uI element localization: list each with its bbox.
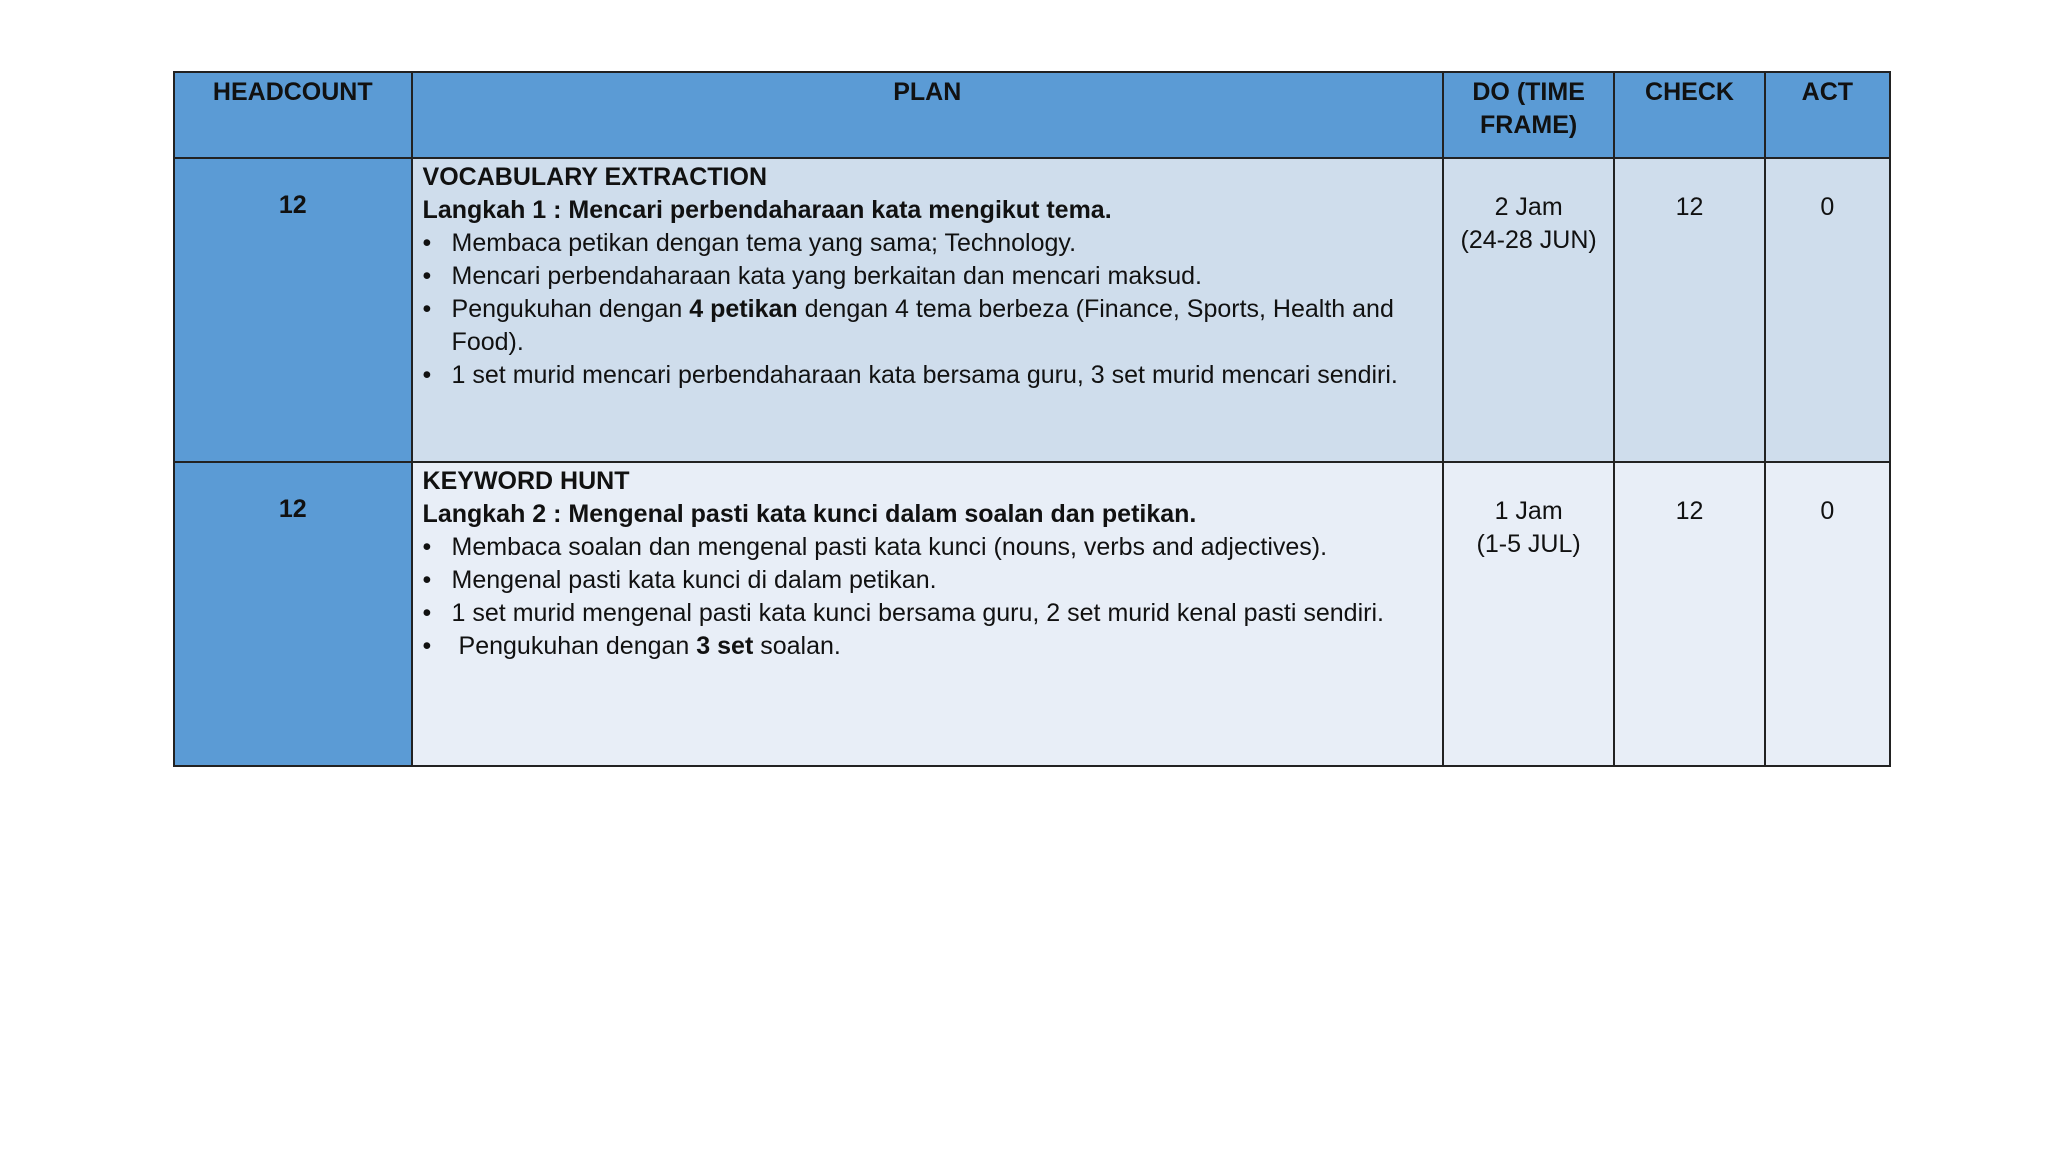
plan-cell bbox=[412, 158, 1443, 462]
headcount-cell: 12 bbox=[174, 462, 412, 766]
check-cell: 12 bbox=[1614, 158, 1764, 462]
do-duration: 1 Jam bbox=[1494, 497, 1563, 525]
do-duration: 2 Jam bbox=[1494, 193, 1563, 221]
bullet-text: Pengukuhan dengan bbox=[451, 295, 690, 323]
do-cell bbox=[1443, 158, 1614, 462]
bullet-item: • Mencari perbendaharaan kata yang berkaitan dan mencari maksud. bbox=[423, 260, 1432, 293]
bullet-item: • Membaca soalan dan mengenal pasti kata kunci (nouns, verbs and adjectives). bbox=[423, 531, 1432, 564]
bullet-text: soalan. bbox=[753, 632, 841, 660]
headcount-cell: 12 bbox=[174, 158, 412, 462]
header-do: DO (TIME FRAME) bbox=[1443, 72, 1614, 158]
bullet-emphasis: 3 set bbox=[696, 632, 754, 660]
bullet-emphasis: 4 petikan bbox=[689, 295, 798, 323]
bullet-item: • Membaca petikan dengan tema yang sama; Technology. bbox=[423, 227, 1432, 260]
bullet-text: Pengukuhan dengan bbox=[458, 632, 697, 660]
plan-bullet-list bbox=[423, 227, 1432, 392]
plan-bullet-list bbox=[423, 531, 1432, 663]
bullet-item: • Mengenal pasti kata kunci di dalam petikan. bbox=[423, 564, 1432, 597]
header-check: CHECK bbox=[1614, 72, 1764, 158]
act-cell: 0 bbox=[1765, 158, 1890, 462]
do-cell bbox=[1443, 462, 1614, 766]
check-cell: 12 bbox=[1614, 462, 1764, 766]
do-dates: (1-5 JUL) bbox=[1476, 530, 1581, 558]
table-row bbox=[174, 462, 1890, 766]
bullet-item bbox=[423, 293, 1432, 359]
plan-step: Langkah 1 : Mencari perbendaharaan kata mengikut tema. bbox=[422, 196, 1112, 224]
plan-title: VOCABULARY EXTRACTION bbox=[422, 163, 768, 191]
header-headcount: HEADCOUNT bbox=[174, 72, 412, 158]
bullet-item: • 1 set murid mengenal pasti kata kunci bersama guru, 2 set murid kenal pasti sendiri. bbox=[423, 597, 1432, 630]
plan-step: Langkah 2 : Mengenal pasti kata kunci dalam soalan dan petikan. bbox=[422, 500, 1197, 528]
plan-title: KEYWORD HUNT bbox=[422, 467, 630, 495]
header-row bbox=[174, 72, 1890, 158]
pdca-table bbox=[173, 71, 1891, 767]
do-dates: (24-28 JUN) bbox=[1460, 226, 1597, 254]
header-plan: PLAN bbox=[412, 72, 1443, 158]
table-row bbox=[174, 158, 1890, 462]
bullet-item: • 1 set murid mencari perbendaharaan kata bersama guru, 3 set murid mencari sendiri. bbox=[423, 359, 1432, 392]
bullet-item bbox=[423, 630, 1432, 663]
bullet-text: dengan 4 tema berbeza (Finance, Sports, Health and Food). bbox=[451, 295, 1394, 356]
plan-cell bbox=[412, 462, 1443, 766]
act-cell: 0 bbox=[1765, 462, 1890, 766]
header-act: ACT bbox=[1765, 72, 1890, 158]
